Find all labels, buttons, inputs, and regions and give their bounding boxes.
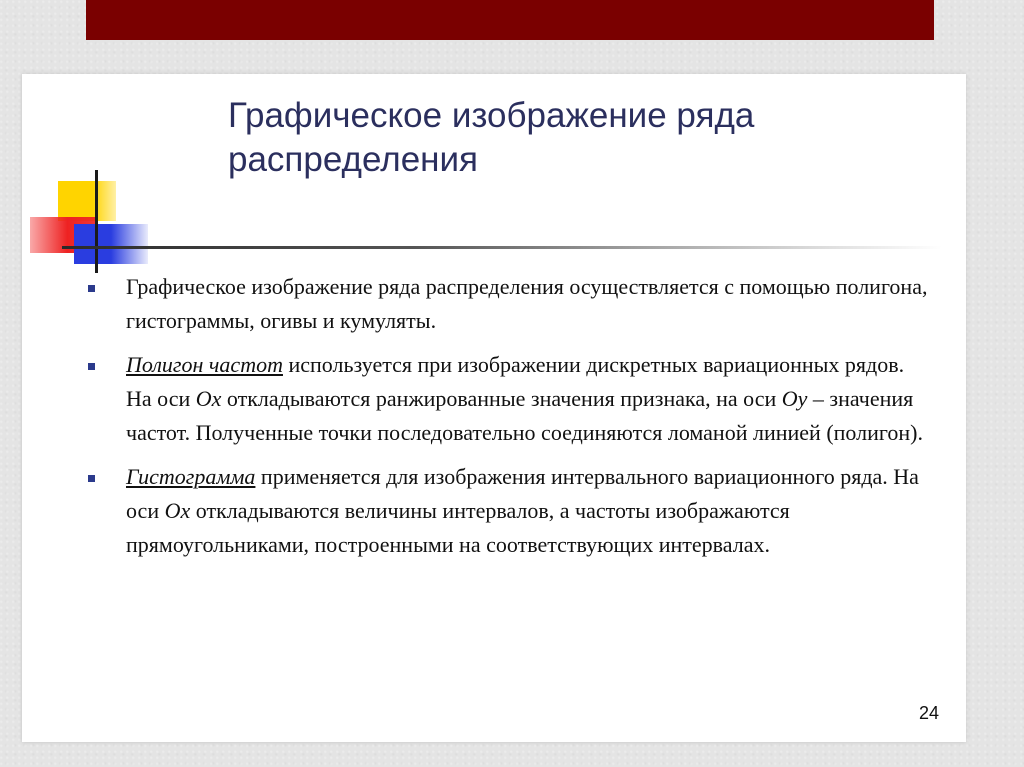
bullet-item (86, 270, 932, 338)
bullet-marker (88, 475, 95, 482)
bullet-text: Графическое изображение ряда распределения осуществляется с помощью полигона, гистограммы, огивы и кумуляты. (126, 274, 928, 333)
top-accent-bar (86, 0, 934, 40)
decorative-squares (22, 74, 202, 284)
term-polygon: Полигон частот (126, 352, 283, 377)
axis-ox: Ох (164, 498, 191, 523)
term-histogram: Гистограмма (126, 464, 256, 489)
page-number: 24 (919, 703, 940, 723)
bullet-text: используется при изображении дискретных вариационных рядов. На оси (126, 352, 905, 411)
axis-oy: Оу (781, 386, 808, 411)
slide-title: Графическое изображение ряда распределения (228, 96, 755, 179)
vertical-rule (95, 170, 98, 273)
bullet-text: – значения частот. Полученные точки последовательно соединяются ломаной линией (полигон). (126, 386, 923, 445)
bullet-text: откладываются ранжированные значения признака, на оси (221, 386, 782, 411)
title-divider-line (62, 246, 942, 249)
bullet-marker (88, 285, 95, 292)
bullet-list (86, 270, 932, 572)
bullet-item (86, 460, 932, 562)
slide (22, 74, 966, 742)
bullet-item (86, 348, 932, 450)
bullet-text: применяется для изображения интервального вариационного ряда. На оси (126, 464, 919, 523)
bullet-text: откладываются величины интервалов, а частоты изображаются прямоугольниками, построенными на соответствующих интервалах. (126, 498, 790, 557)
axis-ox: Ох (195, 386, 222, 411)
yellow-square (58, 181, 116, 221)
blue-square (74, 224, 148, 264)
bullet-marker (88, 363, 95, 370)
